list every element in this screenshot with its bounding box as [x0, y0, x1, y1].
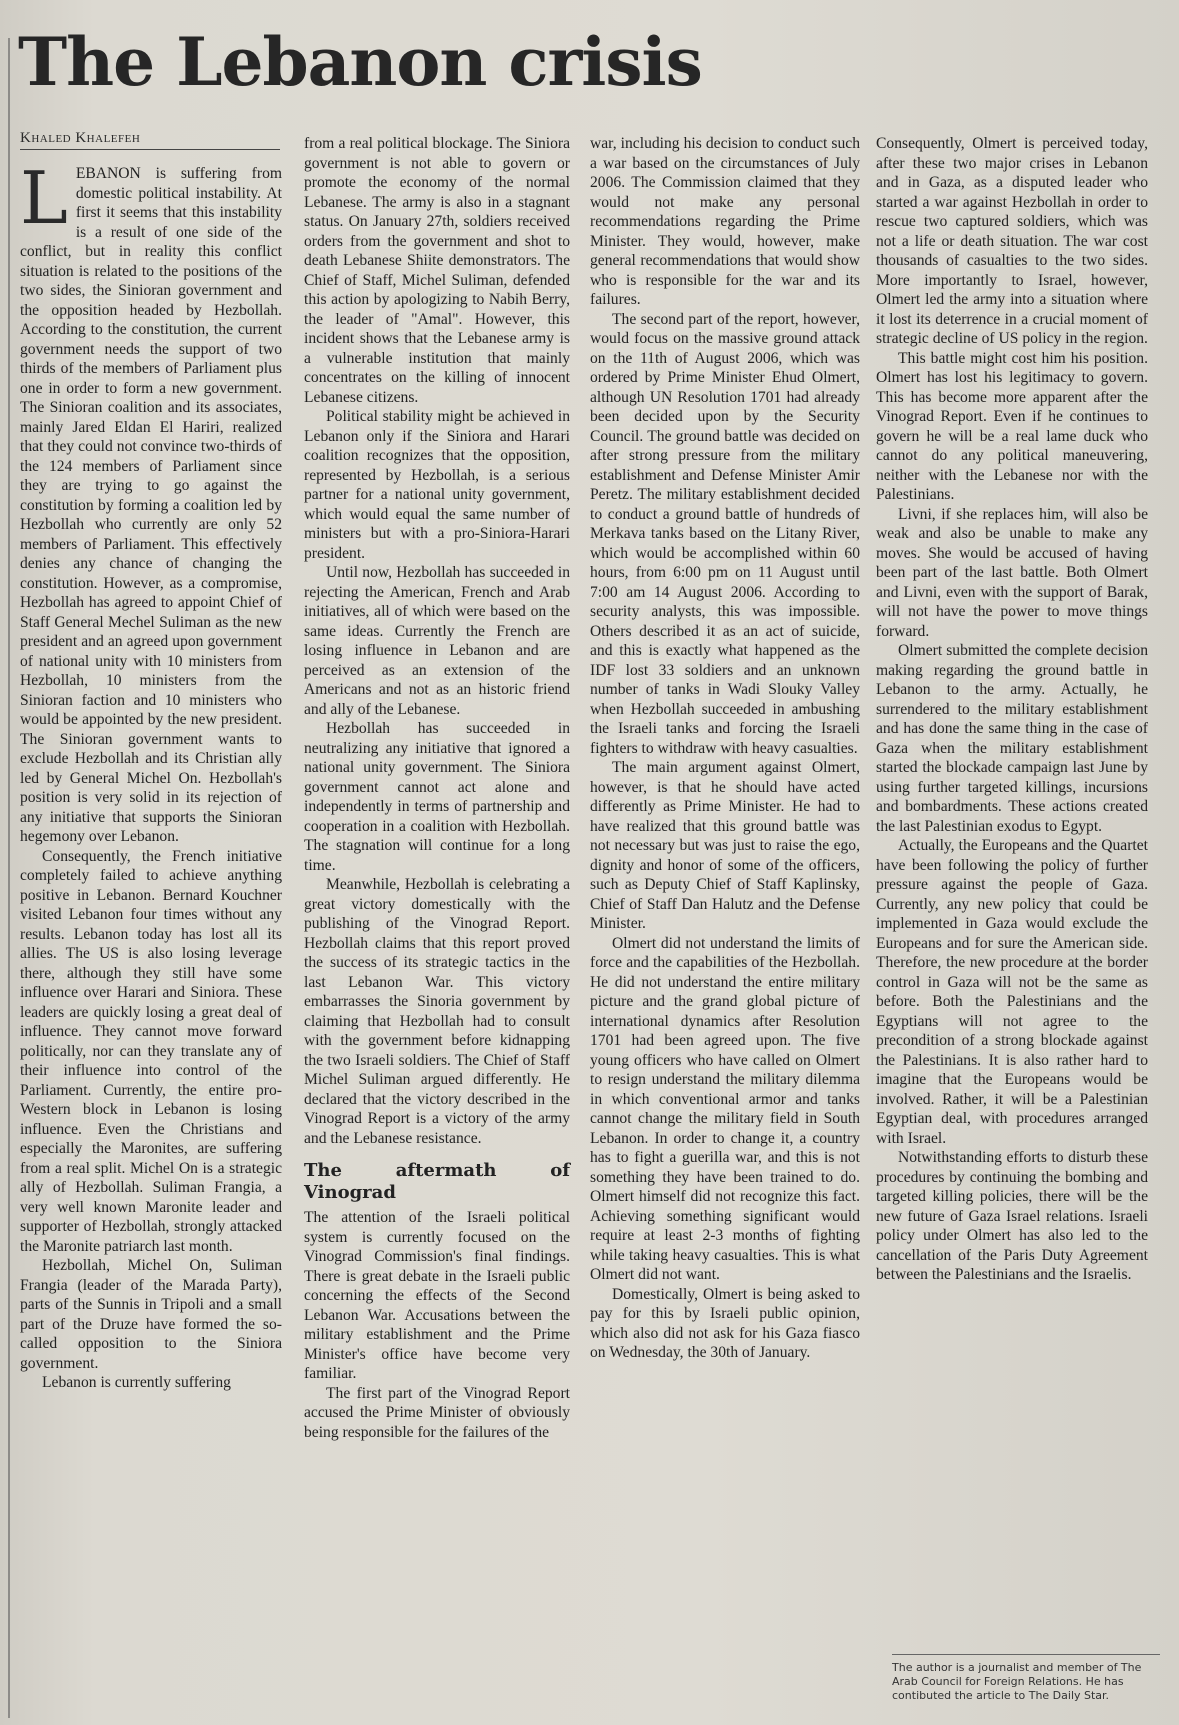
paragraph: Consequently, Olmert is perceived today, after these two major crises in Lebanon and in Gaza, as a disputed leader who started a war against Hezbollah in order to rescue two captured soldiers, which was not a life or death situation. The war cost thousands of casualties to the two sides. More importantly to Israel, however, Olmert led the army into a situation where it lost its deterrence in a crucial moment of strategic decline of US policy in the region. — [876, 135, 1148, 347]
author-note: The author is a journalist and member of The Arab Council for Foreign Relations. He has contibuted the article to The Daily Star. — [892, 1654, 1160, 1703]
paragraph: Actually, the Europeans and the Quartet have been following the policy of further pressure against the people of Gaza. Currently, any new policy that could be implemented in Gaza would exclude the Europeans and for sure the American side. Therefore, the new procedure at the border control in Gaza will not be the same as before. Both the Palestinians and the Egyptians will not agree to the precondition of a strong blockade against the Palestinians. It is also rather hard to imagine that the Europeans would be involved. Rather, it will be a Palestinian Egyptian deal, with procedures arranged with Israel. — [876, 837, 1148, 1147]
column-2 — [304, 134, 570, 1442]
paragraph: Hezbollah, Michel On, Suliman Frangia (leader of the Marada Party), parts of the Sunnis in Tripoli and a small part of the Druze have formed the so-called opposition to the Siniora government. — [20, 1257, 282, 1372]
drop-cap: L — [20, 156, 68, 240]
paragraph: LEBANON is suffering from domestic political instability. At first it seems that this instability is a result of one side of the conflict, but in reality this conflict situation is related to the positions of the two sides, the Sinioran government and the opposition headed by Hezbollah. According to the constitution, the current government needs the support of two thirds of the members of Parliament plus one in order to form a new government. The Sinioran coalition and its associates, mainly Jared Eldan El Hariri, realized that they could not convince two-thirds of the 124 members of Parliament since they are trying to go against the constitution by forming a coalition led by Hezbollah who currently are only 52 members of Parliament. This effectively denies any chance of changing the constitution. However, as a compromise, Hezbollah has agreed to appoint Chief of Staff General Mechel Suliman as the new president and an agreed upon government of national unity with 10 ministers from Hezbollah, 10 ministers from the Sinioran faction and 10 ministers who would be appointed by the new president. The Sinioran government wants to exclude Hezbollah and its Christian ally led by General Michel On. Hezbollah's position is very solid in its rejection of any initiative that supports the Sinioran hegemony over Lebanon. — [20, 156, 282, 845]
paragraph: Meanwhile, Hezbollah is celebrating a great victory domestically with the publishing of the Vinograd Report. Hezbollah claims that this report proved the success of its strategic tactics in the last Lebanon War. This victory embarrasses the Sinoria government by claiming that Hezbollah had to consult with the government before kidnapping the two Israeli soldiers. The Chief of Staff Michel Suliman argued differently. He declared that the victory described in the Vinograd Report is a victory of the army and the Lebanese resistance. — [304, 876, 570, 1147]
paragraph: Livni, if she replaces him, will also be weak and also be unable to make any moves. She would be accused of having been part of the last battle. Both Olmert and Livni, even with the support of Barak, will not have the power to move things forward. — [876, 505, 1148, 640]
paragraph: Lebanon is currently suffering — [42, 1374, 231, 1391]
paragraph: Olmert submitted the complete decision making regarding the ground battle in Lebanon to the army. Actually, he surrendered to the military establishment and has done the same thing in the case of Gaza when the military establishment started the blockade campaign last June by using further targeted killings, incursions and bombardments. These actions created the last Palestinian exodus to Egypt. — [876, 642, 1148, 835]
paragraph: The attention of the Israeli political system is currently focused on the Vinograd Commission's final findings. There is great debate in the Israeli public concerning the effects of the Second Lebanon War. Accusations between the military establishment and the Prime Minister's office have become very familiar. — [304, 1209, 570, 1382]
paragraph: Notwithstanding efforts to disturb these procedures by continuing the bombing and targeted killing policies, there will be the new future of Gaza Israel relations. Israeli policy under Olmert has also led to the cancellation of the Paris Duty Agreement between the Palestinians and the Israelis. — [876, 1149, 1148, 1283]
paragraph: Olmert did not understand the limits of force and the capabilities of the Hezbollah. He did not understand the entire military picture and the grand global picture of international dynamics after Resolution 1701 had been agreed upon. The five young officers who have called on Olmert to resign understand the military dilemma in which conventional armor and tanks cannot change the military field in South Lebanon. In order to change it, a country has to fight a guerilla war, and this is not something they have been trained to do. Olmert himself did not recognize this fact. Achieving something significant would require at least 2-3 months of fighting while taking heavy casualties. This is what Olmert did not want. — [590, 934, 860, 1283]
paragraph: Domestically, Olmert is being asked to pay for this by Israeli public opinion, which also did not ask for his Gaza fiasco on Wednesday, the 30th of January. — [590, 1285, 860, 1361]
paragraph: This battle might cost him his position. Olmert has lost his legitimacy to govern. This has become more apparent after the Vinograd Report. Even if he continues to govern he will be a real lame duck who cannot do any political maneuvering, neither with the Lebanese nor with the Palestinians. — [876, 349, 1148, 503]
column-rule — [8, 38, 10, 1718]
paragraph: Hezbollah has succeeded in neutralizing any initiative that ignored a national unity government. The Siniora government cannot act alone and independently in terms of partnership and cooperation in a coalition with Hezbollah. The stagnation will continue for a long time. — [304, 720, 570, 874]
paragraph: from a real political blockage. The Siniora government is not able to govern or promote the economy of the normal Lebanese. The army is also in a stagnant status. On January 27th, soldiers received orders from the government and shot to death Lebanese Shiite demonstrators. The Chief of Staff, Michel Suliman, defended this action by apologizing to Nabih Berry, the leader of "Amal". However, this incident shows that the Lebanese army is a vulnerable institution that mainly concentrates on the killing of innocent Lebanese citizens. — [304, 135, 570, 406]
paragraph: The second part of the report, however, would focus on the massive ground attack on the 11th of August 2006, which was ordered by Prime Minister Ehud Olmert, although UN Resolution 1701 had already been decided upon by the Security Council. The ground battle was decided on after strong pressure from the military establishment and Defense Minister Amir Peretz. The military establishment decided to conduct a ground battle of hundreds of Merkava tanks based on the Litany River, which would be accomplished within 60 hours, from 6:00 pm on 11 August until 7:00 am 14 August 2006. According to security analysts, this was impossible. Others described it as an act of suicide, and this is exactly what happened as the IDF lost 33 soldiers and an unknown number of tanks in Wadi Slouky Valley when Hezbollah succeeded in ambushing the Israeli tanks and forcing the Israeli fighters to withdraw with heavy casualties. — [590, 310, 860, 757]
paragraph: war, including his decision to conduct such a war based on the circumstances of July 2006. The Commission claimed that they would not make any personal recommendations regarding the Prime Minister. They would, however, make general recommendations that would show who is responsible for the war and its failures. — [590, 135, 860, 308]
column-4 — [876, 134, 1148, 1285]
paragraph: Political stability might be achieved in Lebanon only if the Siniora and Harari coalition recognizes that the opposition, represented by Hezbollah, is a serious partner for a national unity government, which would equal the same number of ministers but with a pro-Siniora-Harari president. — [304, 408, 570, 562]
paragraph: The main argument against Olmert, however, is that he should have acted differently as Prime Minister. He had to have realized that this ground battle was not necessary but was just to raise the ego, dignity and honor of some of the officers, such as Deputy Chief of Staff Kaplinsky, Chief of Staff Dan Halutz and the Defense Minister. — [590, 759, 860, 932]
paragraph: The first part of the Vinograd Report accused the Prime Minister of obviously being responsible for the failures of the — [304, 1384, 570, 1441]
paragraph: Until now, Hezbollah has succeeded in rejecting the American, French and Arab initiatives, all of which were based on the same ideas. Currently the French are losing influence in Lebanon and are perceived as an extension of the Americans and not as an historic friend and ally of the Lebanese. — [304, 564, 570, 718]
column-3 — [590, 134, 860, 1363]
paragraph: Consequently, the French initiative completely failed to achieve anything positive in Lebanon. Bernard Kouchner visited Lebanon four times without any results. Lebanon today has lost all its allies. The US is also losing leverage there, although they still have some influence over Harari and Siniora. These leaders are quickly losing a great deal of influence. They cannot move forward politically, nor can they translate any of their influence into control of the Parliament. Currently, the entire pro-Western block in Lebanon is losing influence. Even the Christians and especially the Maronites, are suffering from a real split. Michel On is a strategic ally of Hezbollah. Suliman Frangia, a very well known Maronite leader and supporter of Hezbollah, strongly attacked the Maronite patriarch last month. — [20, 847, 282, 1255]
column-1 — [20, 156, 282, 1393]
byline: Khaled Khalefeh — [20, 130, 280, 150]
headline: The Lebanon crisis — [18, 23, 702, 101]
subhead: The aftermath of Vinograd — [304, 1160, 570, 1203]
